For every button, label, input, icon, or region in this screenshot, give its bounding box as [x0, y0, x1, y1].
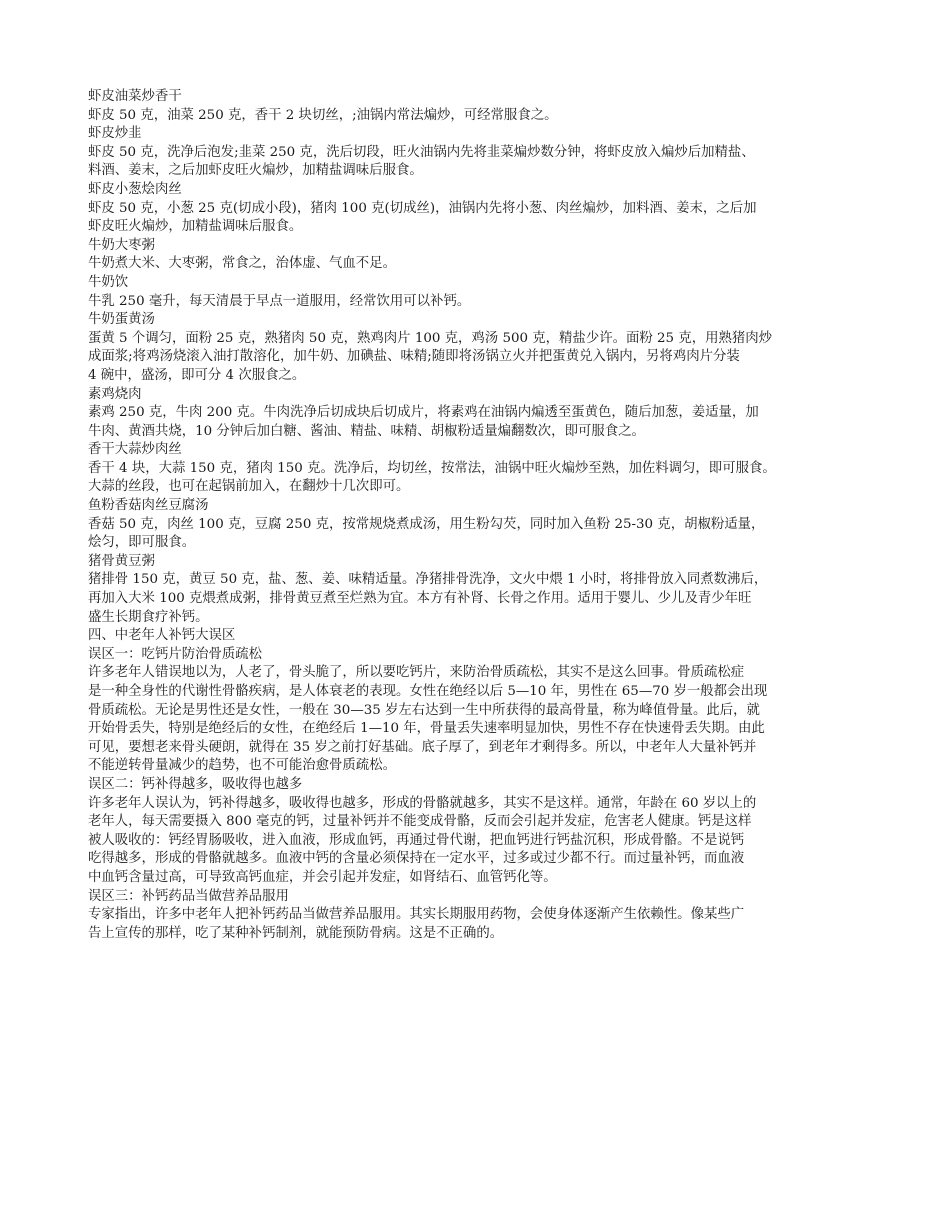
text-line: 不能逆转骨量减少的趋势，也不可能治愈骨质疏松。: [88, 758, 396, 774]
text-line: 牛奶大枣粥: [88, 237, 155, 253]
text-line: 虾皮 50 克，洗净后泡发;韭菜 250 克，洗后切段，旺火油锅内先将韭菜煸炒数分钟，将虾皮放入煸炒后加精盐、: [88, 144, 755, 160]
text-line: 虾皮 50 克，小葱 25 克(切成小段)，猪肉 100 克(切成丝)，油锅内先将小葱、肉丝煸炒，加料酒、姜末，之后加: [88, 200, 757, 216]
text-line: 骨质疏松。无论是男性还是女性，一般在 30—35 岁左右达到一生中所获得的最高骨量，称为峰值骨量。此后，就: [88, 702, 760, 718]
text-line: 再加入大米 100 克煨煮成粥，排骨黄豆煮至烂熟为宜。本方有补肾、长骨之作用。适用于婴儿、少儿及青少年旺: [88, 591, 752, 607]
text-line: 牛肉、黄酒共烧，10 分钟后加白糖、酱油、精盐、味精、胡椒粉适量煸翻数次，即可服食之。: [88, 423, 645, 439]
text-line: 误区一：吃钙片防治骨质疏松: [88, 646, 263, 662]
text-line: 误区二：钙补得越多，吸收得也越多: [88, 776, 303, 792]
text-line: 素鸡烧肉: [88, 386, 142, 402]
text-line: 鱼粉香菇肉丝豆腐汤: [88, 498, 209, 514]
text-line: 虾皮旺火煸炒，加精盐调味后服食。: [88, 219, 303, 235]
text-line: 猪骨黄豆粥: [88, 553, 155, 569]
text-line: 虾皮小葱烩肉丝: [88, 181, 182, 197]
text-line: 许多老年人误认为，钙补得越多，吸收得也越多，形成的骨骼就越多，其实不是这样。通常，年龄在 60 岁以上的: [88, 795, 757, 811]
text-line: 盛生长期食疗补钙。: [88, 609, 209, 625]
text-line: 是一种全身性的代谢性骨骼疾病，是人体衰老的表现。女性在绝经以后 5—10 年，男性在 65—70 岁一般都会出现: [88, 684, 768, 699]
text-line: 开始骨丢失，特别是绝经后的女性，在绝经后 1—10 年，骨量丢失速率明显加快，男性不存在快速骨丢失期。由此: [88, 721, 765, 737]
text-line: 香菇 50 克，肉丝 100 克，豆腐 250 克，按常规烧煮成汤，用生粉勾芡，同时加入鱼粉 25-30 克，胡椒粉适量，: [88, 516, 765, 532]
text-line: 许多老年人错误地以为，人老了，骨头脆了，所以要吃钙片，来防治骨质疏松，其实不是这么回事。骨质疏松症: [88, 665, 745, 681]
text-line: 猪排骨 150 克，黄豆 50 克，盐、葱、姜、味精适量。净猪排骨洗净，文火中煨 1 小时，将排骨放入同煮数沸后，: [88, 572, 768, 588]
text-line: 牛奶煮大米、大枣粥，常食之，治体虚、气血不足。: [88, 256, 396, 272]
text-line: 成面浆;将鸡汤烧滚入油打散溶化，加牛奶、加碘盐、味精;随即将汤锅立火并把蛋黄兑入锅内，另将鸡肉片分装: [88, 349, 740, 365]
text-line: 虾皮炒韭: [88, 126, 142, 142]
text-line: 料酒、姜末，之后加虾皮旺火煸炒，加精盐调味后服食。: [88, 163, 423, 179]
text-line: 老年人，每天需要摄入 800 毫克的钙，过量补钙并不能变成骨骼，反而会引起并发症，危害老人健康。钙是这样: [88, 814, 752, 830]
text-line: 专家指出，许多中老年人把补钙药品当做营养品服用。其实长期服用药物，会使身体逐渐产生依赖性。像某些广: [88, 907, 745, 923]
text-line: 4 碗中，盛汤，即可分 4 次服食之。: [88, 367, 306, 383]
text-line: 大蒜的丝段，也可在起锅前加入，在翻炒十几次即可。: [88, 479, 410, 495]
text-line: 牛乳 250 毫升，每天清晨于早点一道服用，经常饮用可以补钙。: [88, 293, 471, 309]
text-line: 香干 4 块，大蒜 150 克，猪肉 150 克。洗净后，均切丝，按常法，油锅中旺火煸炒至熟，加佐料调匀，即可服食。: [88, 460, 776, 476]
text-line: 被人吸收的：钙经胃肠吸收，进入血液，形成血钙，再通过骨代谢，把血钙进行钙盐沉积，形成骨骼。不是说钙: [88, 832, 745, 848]
text-line: 蛋黄 5 个调匀，面粉 25 克，熟猪肉 50 克，熟鸡肉片 100 克，鸡汤 500 克，精盐少许。面粉 25 克，用熟猪肉炒: [88, 330, 773, 346]
text-line: 香干大蒜炒肉丝: [88, 442, 182, 458]
text-line: 牛奶饮: [88, 274, 129, 290]
text-line: 牛奶蛋黄汤: [88, 312, 155, 328]
text-line: 吃得越多，形成的骨骼就越多。血液中钙的含量必须保持在一定水平，过多或过少都不行。而过量补钙，而血液: [88, 851, 745, 867]
text-line: 虾皮 50 克，油菜 250 克，香干 2 块切丝，;油锅内常法煸炒，可经常服食之。: [88, 107, 558, 123]
text-line: 误区三：补钙药品当做营养品服用: [88, 888, 289, 904]
document-body: [88, 88, 868, 943]
text-line: 告上宣传的那样，吃了某种补钙制剂，就能预防骨病。这是不正确的。: [88, 925, 504, 941]
text-line: 素鸡 250 克，牛肉 200 克。牛肉洗净后切成块后切成片，将素鸡在油锅内煸透至蛋黄色，随后加葱，姜适量，加: [88, 405, 759, 421]
text-line: 中血钙含量过高，可导致高钙血症，并会引起并发症，如肾结石、血管钙化等。: [88, 869, 557, 885]
text-line: 虾皮油菜炒香干: [88, 89, 182, 104]
text-line: 四、中老年人补钙大误区: [88, 628, 236, 644]
text-line: 可见，要想老来骨头硬朗，就得在 35 岁之前打好基础。底子厚了，到老年才剩得多。所以，中老年人大量补钙并: [88, 739, 757, 755]
text-line: 烩匀，即可服食。: [88, 535, 196, 551]
